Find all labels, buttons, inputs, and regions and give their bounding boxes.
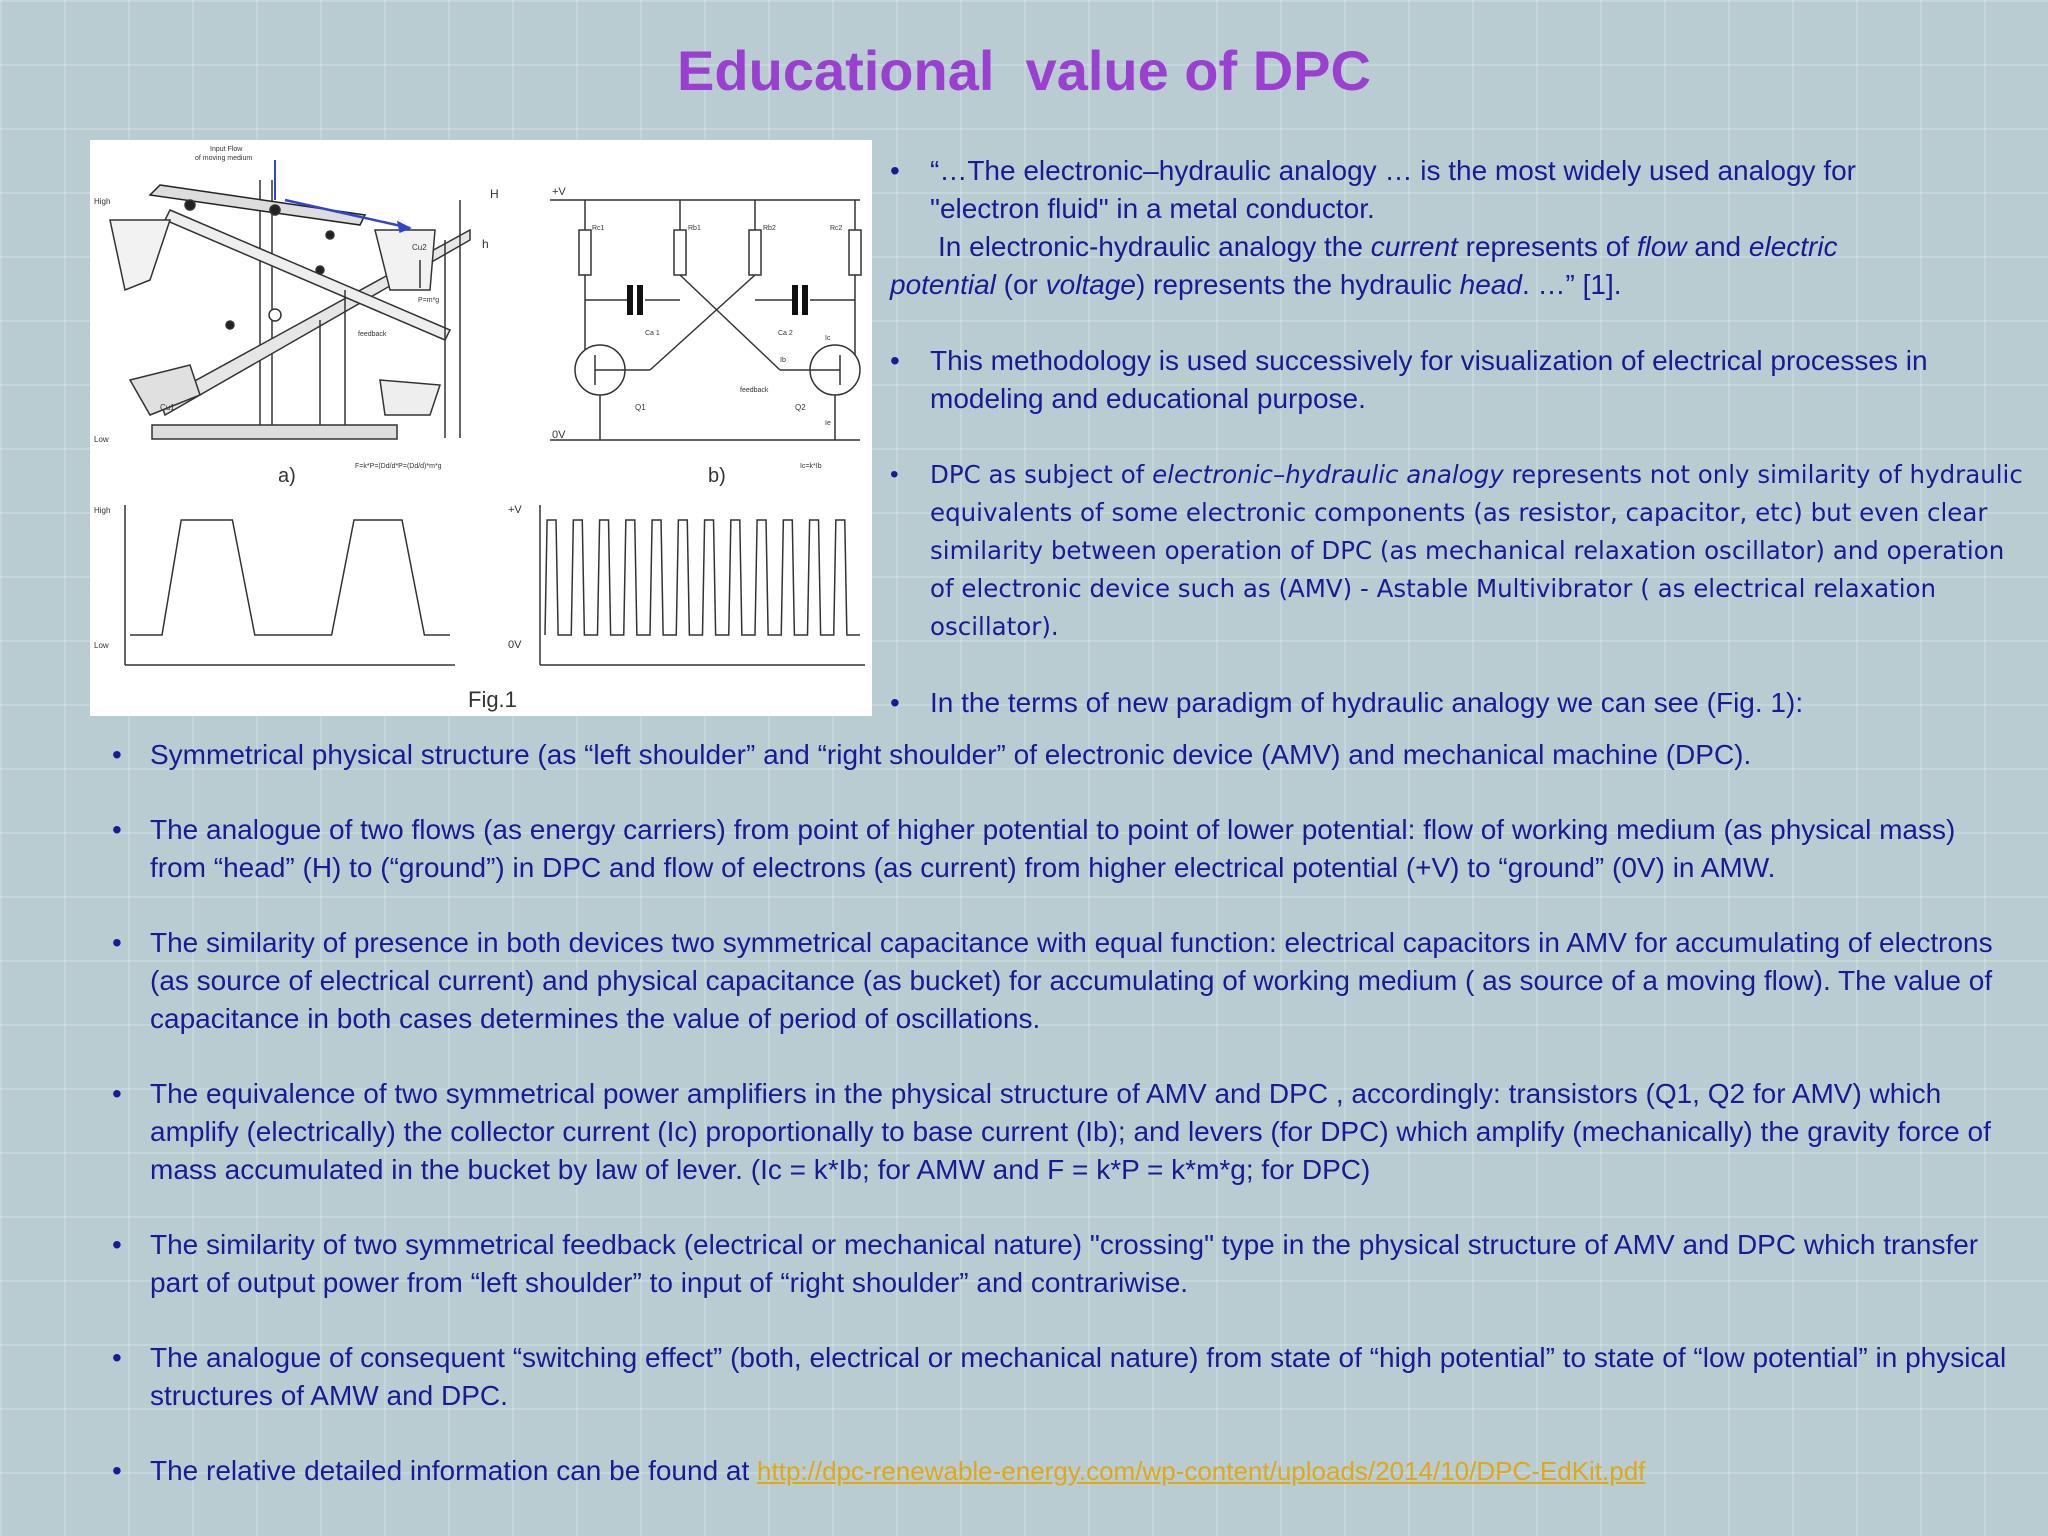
amv-circuit — [550, 186, 861, 487]
bottom-bullet-list — [112, 736, 2012, 1490]
edkit-link[interactable]: http://dpc-renewable-energy.com/wp-content/uploads/2014/10/DPC-EdKit.pdf — [757, 1456, 1646, 1486]
fig-label-ib: Ib — [780, 357, 786, 364]
oscillation-charts — [94, 504, 865, 712]
quote-line-2: "electron fluid" in a metal conductor. — [930, 193, 1375, 224]
fig-label-c2: Ca 2 — [778, 330, 793, 337]
fig-label-feedback: feedback — [358, 331, 387, 338]
fig-label-cu1: Cu1 — [160, 403, 175, 412]
fig-label-zero-v: 0V — [552, 429, 566, 441]
chart-label-plus-v: +V — [508, 504, 522, 516]
bottom-bullet-5: • The similarity of two symmetrical feedback (electrical or mechanical nature) "crossing" type in the physical structure of AMV and DPC which transfer part of output power from “left shoulder” to input of “right shoulder” and contrariwise. — [112, 1229, 1979, 1298]
fig-caption: Fig.1 — [468, 687, 517, 712]
quote-continuation: In electronic-hydraulic analogy the current represents of flow and electric potential (or voltage) represents the hydraulic head. …” [1]. — [890, 231, 1838, 300]
fig-label-input-flow-1: Input Flow — [210, 146, 243, 153]
wave-b-series — [545, 520, 860, 635]
bullet-dot: • — [890, 155, 900, 186]
right-bullet-3: • DPC as subject of electronic–hydraulic analogy represents not only similarity of hydraulic equivalents of some electronic components (as resistor, capacitor, etc) but even clear similarity between operation of DPC (as mechanical relaxation oscillator) and operation of electronic device such as (AMV) - Astable Multivibrator ( as electrical relaxation oscillator). — [890, 456, 2030, 646]
bottom-bullet-4: • The equivalence of two symmetrical power amplifiers in the physical structure of AMV and DPC , accordingly: transistors (Q1, Q2 for AMV) which amplify (electrically) the collector current (Ic) proportionally to base current (Ib); and levers (for DPC) which amplify (mechanically) the gravity force of mass accumulated in the bucket by law of lever. (Ic = k*Ib; for AMW and F = k*P = k*m*g; for DPC) — [112, 1078, 1991, 1185]
right-bullet-2: • This methodology is used successively for visualization of electrical processes in modeling and educational purpose. — [890, 342, 2030, 418]
figure-1 — [90, 140, 872, 716]
bottom-bullet-1: • Symmetrical physical structure (as “left shoulder” and “right shoulder” of electronic device (AMV) and mechanical machine (DPC). — [112, 739, 1752, 770]
fig-label-c1: Ca 1 — [645, 330, 660, 337]
fig-label-q1: Q1 — [635, 403, 646, 412]
fig-label-input-flow-2: of moving medium — [195, 155, 253, 162]
fig-label-high: High — [94, 197, 111, 206]
fig-label-h-big: H — [490, 187, 499, 201]
bottom-bullet-3: • The similarity of presence in both devices two symmetrical capacitance with equal function: electrical capacitors in AMV for accumulating of electrons (as source of electrical current) and physical capacitance (as bucket) for accumulating of working medium ( as source of a moving flow). The value of capacitance in both cases determines the value of period of oscillations. — [112, 927, 1993, 1034]
bottom-bullet-6: • The analogue of consequent “switching effect” (both, electrical or mechanical nature) from state of “high potential” to state of “low potential” in physical structures of AMW and DPC. — [112, 1342, 2007, 1411]
fig-label-a: a) — [278, 465, 296, 487]
bullet-dot: • — [890, 345, 900, 376]
right-bullet-4: • In the terms of new paradigm of hydraulic analogy we can see (Fig. 1): — [890, 684, 2030, 722]
wave-a-series — [130, 520, 450, 635]
bullet-dot: • — [890, 687, 900, 718]
fig-label-cu2: Cu2 — [412, 243, 427, 252]
bottom-bullet-7: • The relative detailed information can be found at http://dpc-renewable-energy.com/wp-content/uploads/2014/10/DPC-EdKit.pdf — [112, 1455, 1646, 1486]
fig-label-rc2: Rc2 — [830, 225, 843, 232]
fig-label-formula: F=k*P=(Dd/d*P=(Dd/d)*m*g — [355, 463, 442, 470]
chart-label-low: Low — [94, 641, 109, 650]
bottom-bullet-2: • The analogue of two flows (as energy carriers) from point of higher potential to point of lower potential: flow of working medium (as physical mass) from “head” (H) to (“ground”) in DPC and flow of electrons (as current) from higher electrical potential (+V) to “ground” (0V) in AMW. — [112, 814, 1956, 883]
bullet-dot: • — [890, 461, 899, 488]
chart-label-zero-v: 0V — [508, 639, 522, 651]
fig-label-h-small: h — [482, 237, 489, 251]
fig-label-plus-v: +V — [552, 186, 566, 198]
page-title: Educational value of DPC — [677, 39, 1371, 102]
fig-label-ic: Ic — [825, 335, 831, 342]
fig-label-q2: Q2 — [795, 403, 806, 412]
fig-label-ic-eq: Ic=k*Ib — [800, 463, 822, 470]
fig-label-ie: Ie — [825, 420, 831, 427]
chart-label-high: High — [94, 506, 111, 515]
fig-label-rb1: Rb1 — [688, 225, 701, 232]
fig-label-feedback-b: feedback — [740, 387, 769, 394]
fig-label-low: Low — [94, 435, 109, 444]
fig-label-b: b) — [708, 465, 726, 487]
right-column-text — [890, 152, 2030, 722]
dpc-diagram — [94, 146, 499, 487]
fig-label-rb2: Rb2 — [763, 225, 776, 232]
right-bullet-1 — [890, 152, 2030, 228]
quote-line-1: “…The electronic–hydraulic analogy … is the most widely used analogy for — [930, 155, 1857, 186]
fig-label-rc1: Rc1 — [592, 225, 605, 232]
fig-label-pmg: P=m*g — [418, 297, 440, 304]
